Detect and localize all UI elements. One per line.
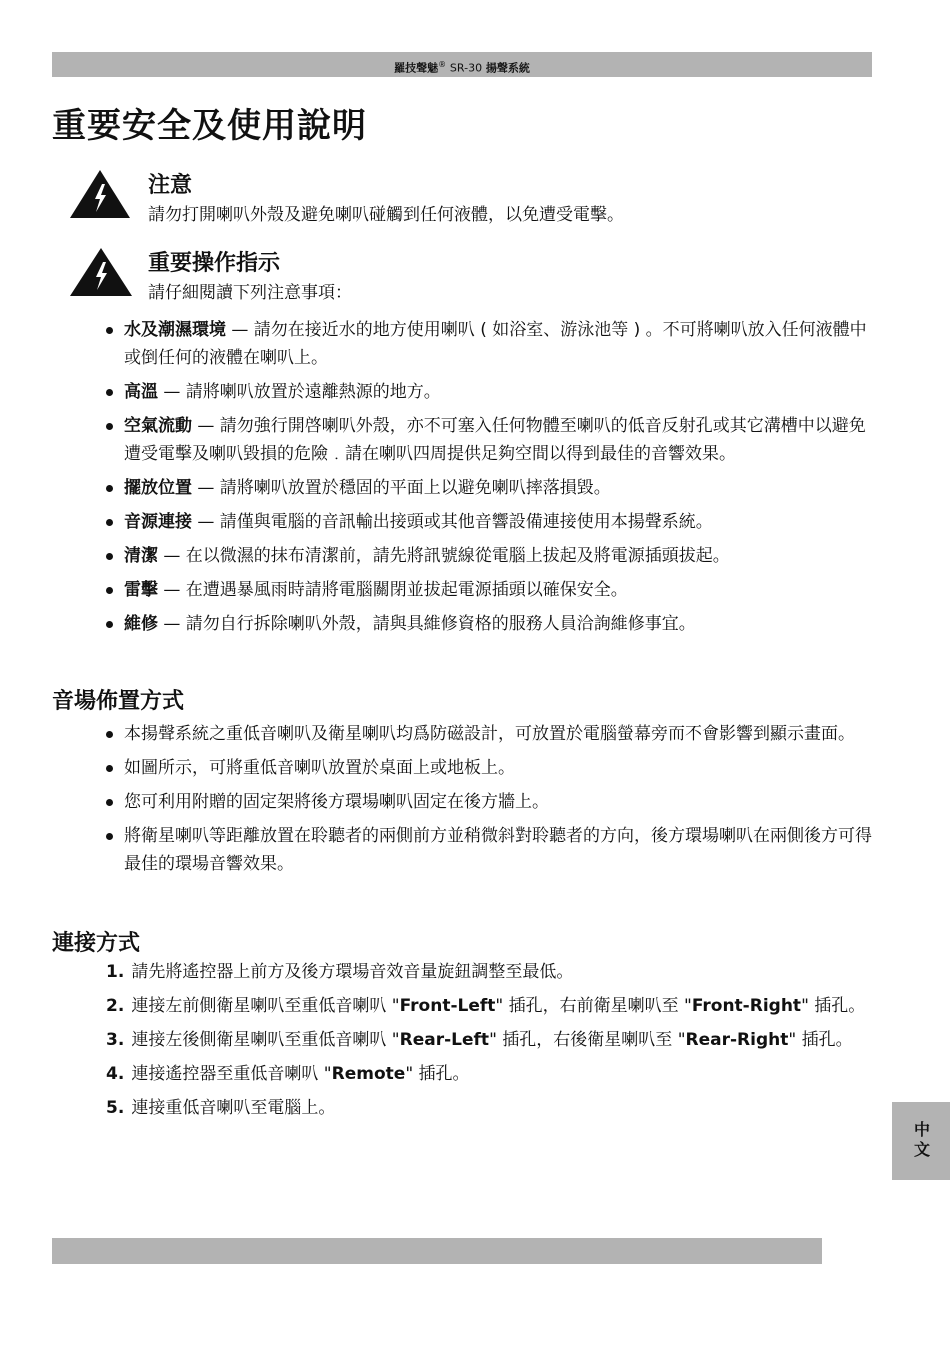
step-text: " 插孔。 bbox=[801, 996, 866, 1016]
connection-steps bbox=[106, 958, 874, 1128]
item-desc: — 在遭遇暴風雨時請將電腦關閉並拔起電源插頭以確保安全。 bbox=[158, 580, 628, 600]
item-desc: — 請將喇叭放置於穩固的平面上以避免喇叭摔落損毀。 bbox=[192, 478, 611, 498]
step-item bbox=[106, 1094, 874, 1122]
jack-name: Rear-Left bbox=[399, 1030, 490, 1050]
step-text: 連接重低音喇叭至電腦上。 bbox=[126, 1098, 336, 1118]
operation-text: 請仔細閱讀下列注意事項： bbox=[148, 283, 352, 303]
step-text: 連接遙控器至重低音喇叭 " bbox=[126, 1064, 332, 1084]
placement-list bbox=[104, 720, 874, 884]
step-text: 連接左前側衛星喇叭至重低音喇叭 " bbox=[126, 996, 400, 1016]
step-number: 3. bbox=[106, 1030, 125, 1050]
list-item bbox=[104, 378, 874, 406]
placement-title: 音場佈置方式 bbox=[52, 689, 185, 714]
item-desc: — 請勿自行拆除喇叭外殼，請與具維修資格的服務人員洽詢維修事宜。 bbox=[158, 614, 696, 634]
running-header bbox=[52, 52, 872, 77]
item-desc: — 在以微濕的抹布清潔前，請先將訊號線從電腦上拔起及將電源插頭拔起。 bbox=[158, 546, 730, 566]
warning-lightning-icon bbox=[68, 168, 132, 220]
step-item bbox=[106, 1060, 874, 1088]
list-item: 本揚聲系統之重低音喇叭及衛星喇叭均爲防磁設計，可放置於電腦螢幕旁而不會影響到顯示畫面。 bbox=[104, 720, 874, 748]
language-label: 中文 bbox=[911, 1121, 931, 1161]
header-model: SR-30 bbox=[449, 61, 483, 75]
item-desc: — 請勿強行開啓喇叭外殼，亦不可塞入任何物體至喇叭的低音反射孔或其它溝槽中以避免遭受電擊及喇叭毀損的危險﹒請在喇叭四周提供足夠空間以得到最佳的音響效果。 bbox=[124, 416, 866, 464]
caution-title: 注意 bbox=[148, 173, 193, 198]
list-item: 您可利用附贈的固定架將後方環場喇叭固定在後方牆上。 bbox=[104, 788, 874, 816]
jack-name: Rear-Right bbox=[685, 1030, 789, 1050]
item-term: 擺放位置 bbox=[124, 478, 192, 498]
step-item bbox=[106, 1026, 874, 1054]
page-title: 重要安全及使用說明 bbox=[52, 106, 367, 146]
language-tab bbox=[892, 1102, 950, 1180]
list-item: 如圖所示，可將重低音喇叭放置於桌面上或地板上。 bbox=[104, 754, 874, 782]
step-number: 1. bbox=[106, 962, 125, 982]
step-text: 連接左後側衛星喇叭至重低音喇叭 " bbox=[126, 1030, 400, 1050]
step-item bbox=[106, 958, 874, 986]
jack-name: Front-Right bbox=[691, 996, 802, 1016]
list-item bbox=[104, 508, 874, 536]
safety-list bbox=[104, 316, 874, 644]
caution-text: 請勿打開喇叭外殼及避免喇叭碰觸到任何液體，以免遭受電擊。 bbox=[148, 205, 624, 225]
item-term: 雷擊 bbox=[124, 580, 158, 600]
list-item bbox=[104, 576, 874, 604]
item-desc: — 請勿在接近水的地方使用喇叭 ( 如浴室、游泳池等 ) 。不可將喇叭放入任何液體中或倒任何的液體在喇叭上。 bbox=[124, 320, 867, 368]
header-product: 揚聲系統 bbox=[485, 61, 530, 75]
operation-block bbox=[68, 246, 888, 306]
item-term: 音源連接 bbox=[124, 512, 192, 532]
list-item bbox=[104, 474, 874, 502]
step-text: 請先將遙控器上前方及後方環場音效音量旋鈕調整至最低。 bbox=[126, 962, 574, 982]
caution-block bbox=[68, 168, 888, 228]
list-item: 將衛星喇叭等距離放置在聆聽者的兩側前方並稍微斜對聆聽者的方向，後方環場喇叭在兩側後方可得最佳的環場音響效果。 bbox=[104, 822, 874, 878]
step-text: " 插孔，右後衛星喇叭至 " bbox=[489, 1030, 686, 1050]
step-item bbox=[106, 992, 874, 1020]
warning-lightning-icon bbox=[68, 246, 134, 298]
list-item bbox=[104, 542, 874, 570]
list-item bbox=[104, 412, 874, 468]
step-number: 4. bbox=[106, 1064, 125, 1084]
item-desc: — 請僅與電腦的音訊輸出接頭或其他音響設備連接使用本揚聲系統。 bbox=[192, 512, 713, 532]
step-number: 2. bbox=[106, 996, 125, 1016]
list-item bbox=[104, 316, 874, 372]
step-text: " 插孔。 bbox=[788, 1030, 853, 1050]
footer-bar bbox=[52, 1238, 822, 1264]
item-term: 高溫 bbox=[124, 382, 158, 402]
header-brand: 羅技聲魅 bbox=[394, 61, 439, 75]
connection-title: 連接方式 bbox=[52, 931, 141, 956]
jack-name: Remote bbox=[331, 1064, 406, 1084]
step-text: " 插孔，右前衛星喇叭至 " bbox=[495, 996, 692, 1016]
item-desc: — 請將喇叭放置於遠離熱源的地方。 bbox=[158, 382, 441, 402]
item-term: 空氣流動 bbox=[124, 416, 192, 436]
operation-title: 重要操作指示 bbox=[148, 251, 281, 276]
step-number: 5. bbox=[106, 1098, 125, 1118]
jack-name: Front-Left bbox=[399, 996, 496, 1016]
step-text: " 插孔。 bbox=[405, 1064, 470, 1084]
item-term: 維修 bbox=[124, 614, 158, 634]
list-item bbox=[104, 610, 874, 638]
item-term: 清潔 bbox=[124, 546, 158, 566]
item-term: 水及潮濕環境 bbox=[124, 320, 226, 340]
header-reg-mark: ® bbox=[438, 60, 447, 69]
